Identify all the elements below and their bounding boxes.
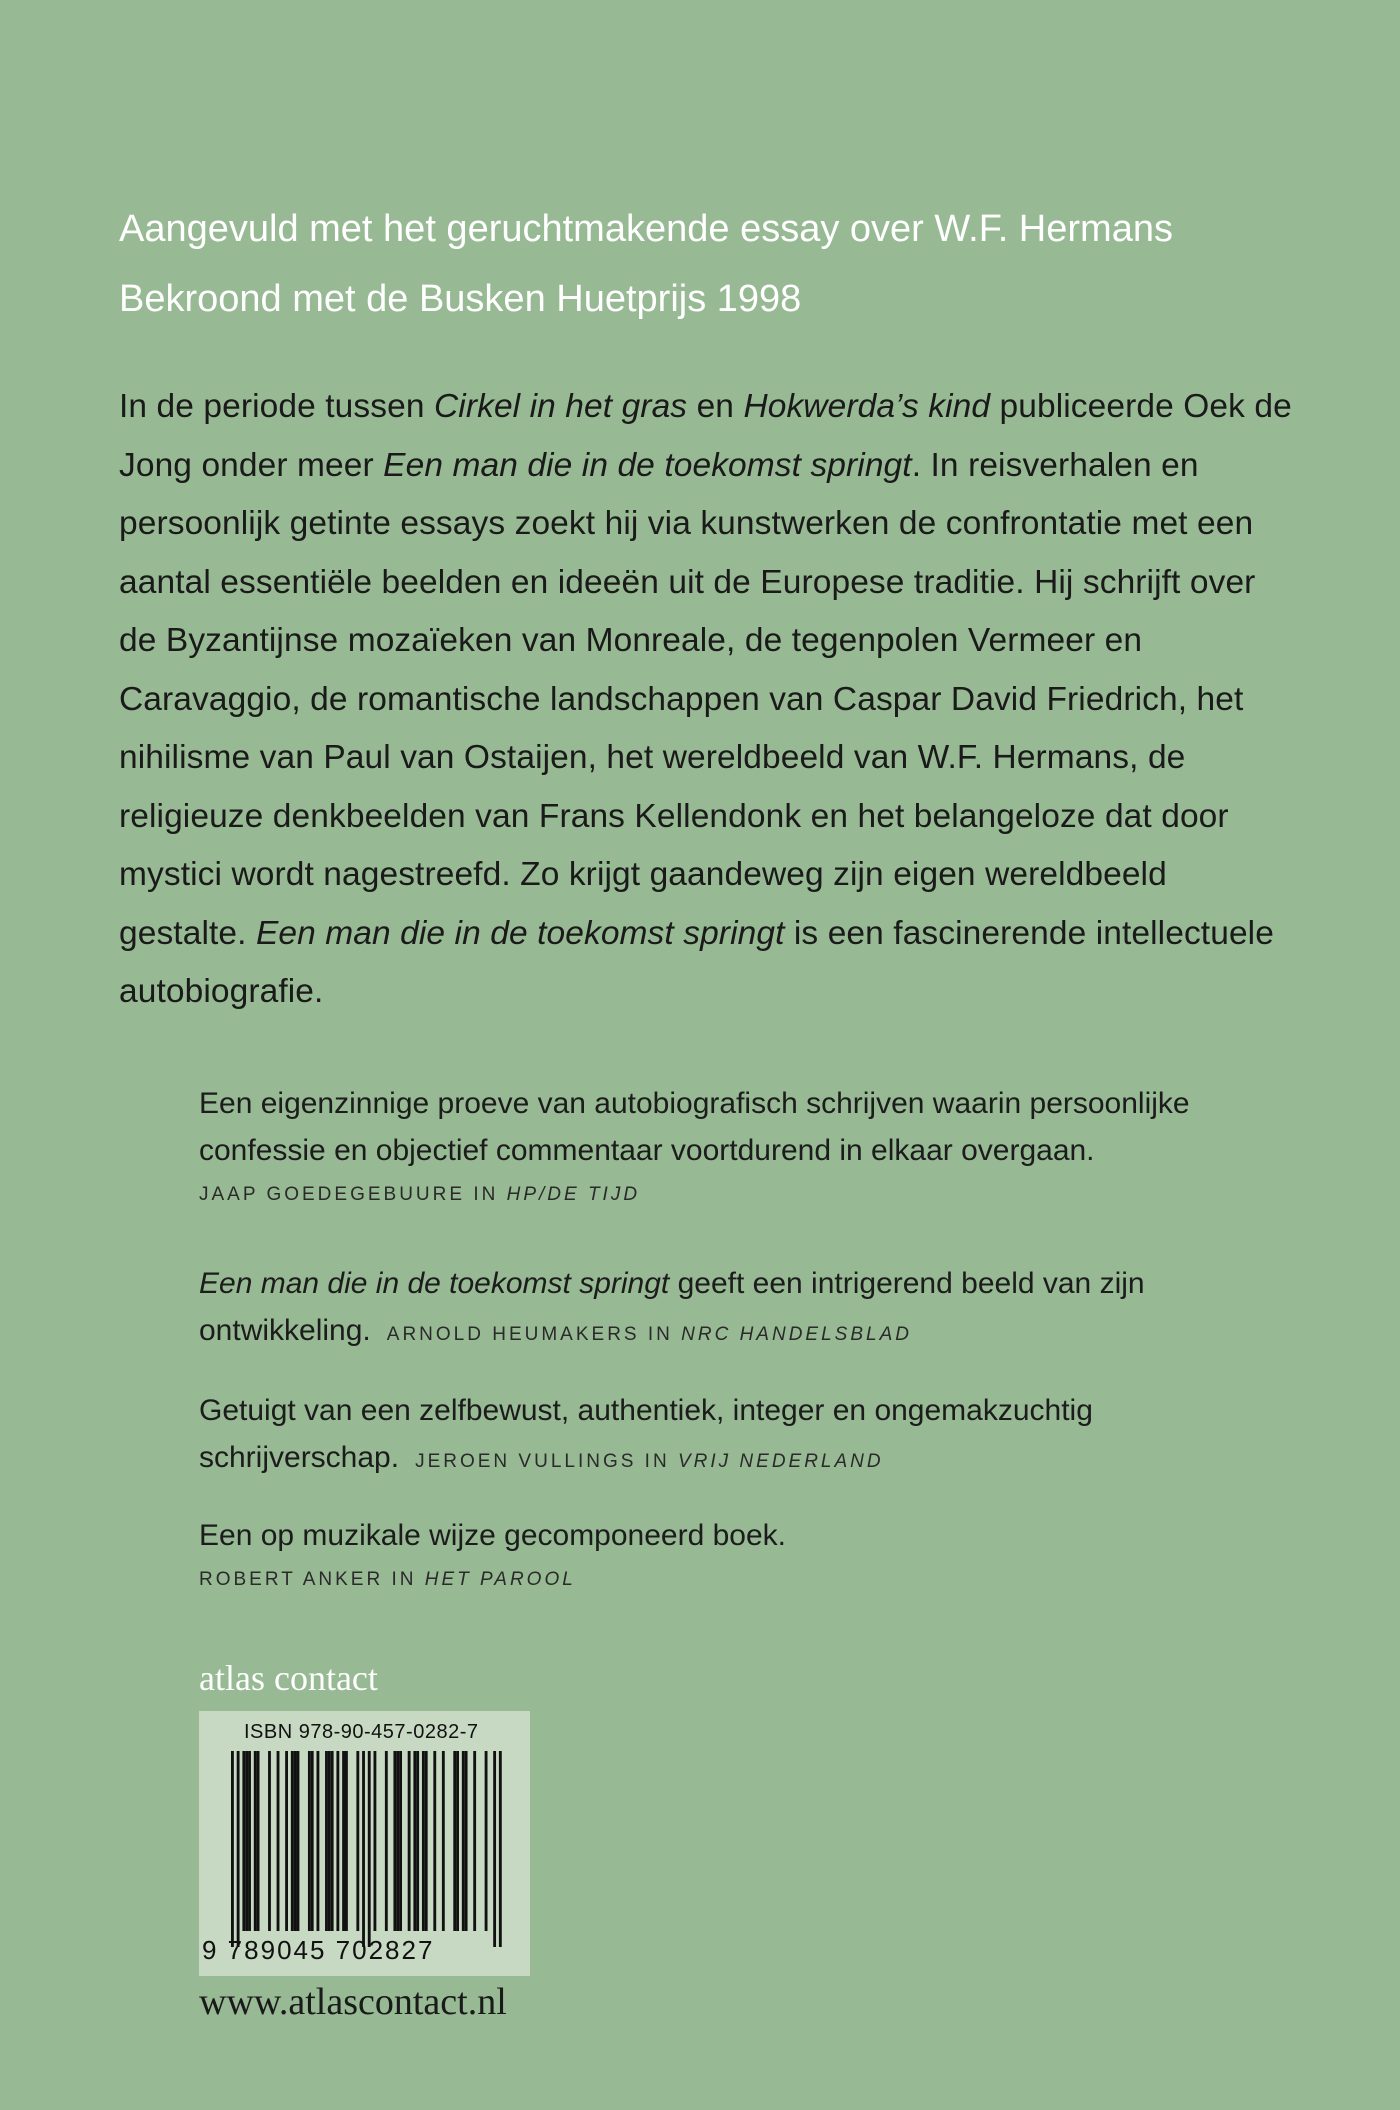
barcode-bar <box>311 1751 314 1931</box>
barcode-bar <box>433 1751 436 1931</box>
book-title: Een man die in de toekomst springt <box>383 446 912 484</box>
quote-text: Een eigenzinnige proeve van autobiografisch schrijven waarin persoonlijke confessie en objectief commentaar voortdurend in elkaar overgaan. <box>199 1087 1190 1167</box>
barcode-bar <box>345 1751 348 1931</box>
barcode-bar <box>317 1751 320 1931</box>
barcode-bar <box>291 1751 294 1931</box>
review-quote-3 <box>199 1387 1299 1485</box>
blurb-text: . In reisverhalen en persoonlijk getinte essays zoekt hij via kunstwerken de confrontatie met een aantal essentiële beelden en ideeën uit de Europese traditie. Hij schrijft over de Byzantijnse mozaïeken van Monreale, de tegenpolen Vermeer en Caravaggio, de romantische landschappen van Caspar David Friedrich, het nihilisme van Paul van Ostaijen, het wereldbeeld van W.F. Hermans, de religieuze denkbeelden van Frans Kellendonk en het belangeloze dat door mystici wordt nagestreefd. Zo krijgt gaandeweg zijn eigen wereldbeeld gestalte. <box>119 446 1256 952</box>
book-title: Een man die in de toekomst springt <box>255 914 785 952</box>
barcode-bar <box>393 1751 396 1931</box>
barcode-bar <box>297 1751 300 1931</box>
barcode-bar <box>325 1751 328 1931</box>
quote-source: ROBERT ANKER IN HET PAROOL <box>199 1569 576 1590</box>
isbn-barcode <box>199 1711 530 1976</box>
barcode-bar <box>356 1751 359 1931</box>
quote-source: JEROEN VULLINGS IN VRIJ NEDERLAND <box>415 1451 884 1472</box>
barcode-bar <box>245 1751 248 1931</box>
quote-text: Getuigt van een zelfbewust, authentiek, integer en ongemakzuchtig schrijverschap. <box>199 1394 1093 1474</box>
review-quote-1 <box>199 1080 1299 1216</box>
barcode-bar <box>485 1751 488 1931</box>
barcode-bar <box>268 1751 271 1931</box>
barcode-bar <box>242 1751 245 1931</box>
blurb-text: publiceerde Oek de Jong onder meer <box>119 388 1292 484</box>
barcode-bar <box>362 1751 365 1947</box>
barcode-bar <box>456 1751 459 1931</box>
barcode-bar <box>285 1751 288 1931</box>
barcode-bar <box>442 1751 445 1931</box>
publisher-website: www.atlascontact.nl <box>199 1981 507 2023</box>
barcode-bar <box>453 1751 456 1931</box>
title-cirkel-in-het-gras: Cirkel in het gras <box>434 388 688 425</box>
barcode-bar <box>416 1751 419 1931</box>
tagline-award: Bekroond met de Busken Huetprijs 1998 <box>119 278 802 320</box>
quote-book-title: Een man die in de toekomst springt <box>199 1267 670 1300</box>
barcode-bar <box>465 1751 468 1931</box>
barcode-bar <box>331 1751 334 1931</box>
barcode-bar <box>237 1751 240 1947</box>
quote-text: Een op muzikale wijze gecomponeerd boek. <box>199 1519 787 1552</box>
barcode-bar <box>254 1751 257 1931</box>
isbn-number: ISBN 978-90-457-0282-7 <box>244 1721 479 1743</box>
blurb-text: In de periode tussen <box>119 388 434 425</box>
barcode-bar <box>374 1751 377 1931</box>
barcode-bar <box>425 1751 428 1931</box>
barcode-bar <box>396 1751 399 1931</box>
barcode-bar <box>493 1751 496 1947</box>
barcode-bar <box>342 1751 345 1931</box>
book-description <box>119 378 1299 1022</box>
barcode-bar <box>422 1751 425 1931</box>
barcode-bar <box>294 1751 297 1931</box>
barcode-bar <box>308 1751 311 1931</box>
barcode-bar <box>462 1751 465 1931</box>
barcode-bar <box>499 1751 502 1947</box>
barcode-bar <box>328 1751 331 1931</box>
barcode-bar <box>385 1751 388 1931</box>
quote-source: ARNOLD HEUMAKERS IN NRC HANDELSBLAD <box>386 1324 912 1345</box>
quote-text: geeft een intrigerend beeld van zijn ontwikkeling. <box>199 1267 1145 1347</box>
barcode-bar <box>248 1751 251 1931</box>
barcode-bar <box>408 1751 411 1931</box>
barcode-bar <box>399 1751 402 1931</box>
review-quote-4 <box>199 1512 786 1601</box>
publisher-logo: atlas contact <box>199 1658 378 1698</box>
review-quote-2 <box>199 1260 1299 1358</box>
blurb-text: is een fascinerende intellectuele autobiografie. <box>119 914 1274 1010</box>
barcode-bar <box>473 1751 476 1931</box>
barcode-bar <box>277 1751 280 1931</box>
tagline-essay: Aangevuld met het geruchtmakende essay over W.F. Hermans <box>119 208 1173 250</box>
barcode-bar <box>231 1751 234 1947</box>
barcode-bar <box>368 1751 371 1947</box>
barcode-bar <box>257 1751 260 1931</box>
quote-source: JAAP GOEDEGEBUURE IN HP/DE TIJD <box>199 1184 641 1205</box>
barcode-bar <box>336 1751 339 1931</box>
barcode-bar <box>413 1751 416 1931</box>
blurb-text: en <box>687 388 744 425</box>
title-hokwerdas-kind: Hokwerda’s kind <box>743 388 991 425</box>
ean-digits: 9 789045 702827 <box>202 1935 435 1965</box>
